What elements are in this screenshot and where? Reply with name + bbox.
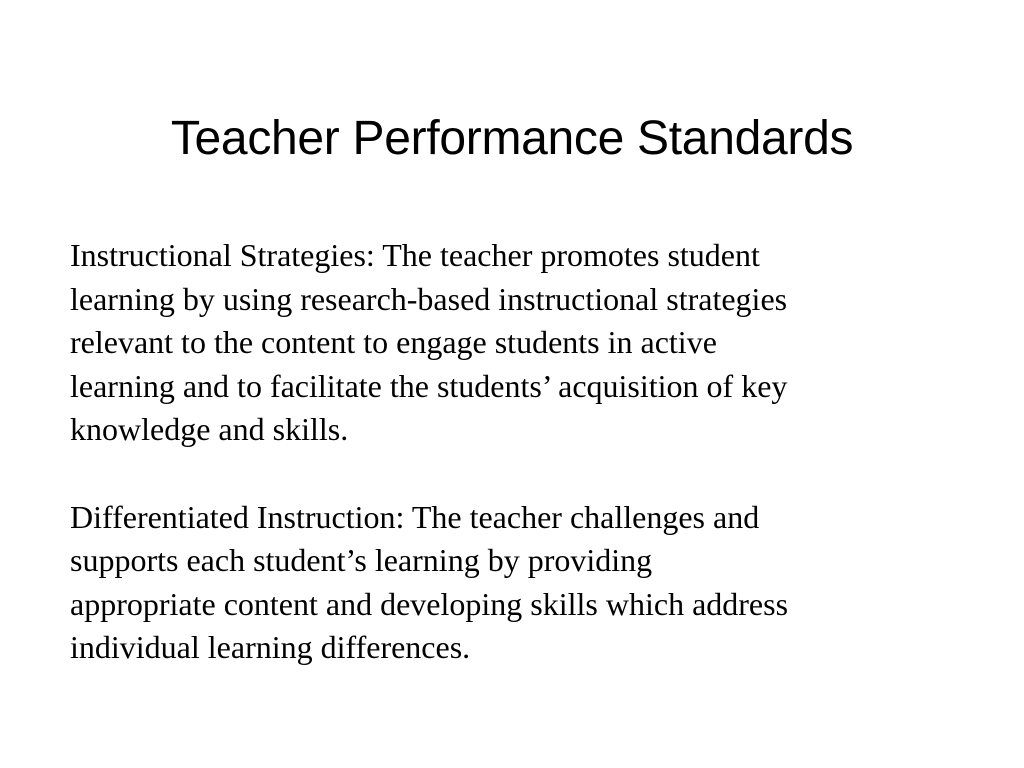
paragraph-instructional-strategies: Instructional Strategies: The teacher promotes student learning by using research-based instructional strategies relevant to the content to engage students in active learning and to facilitate the students’ acquisition of key knowledge and skills. [70,237,788,447]
slide-title: Teacher Performance Standards [170,112,854,165]
paragraph-differentiated-instruction: Differentiated Instruction: The teacher challenges and supports each student’s learning by providing appropriate content and developing skills which address individual learning differences. [70,498,789,665]
slide-body [70,234,970,714]
